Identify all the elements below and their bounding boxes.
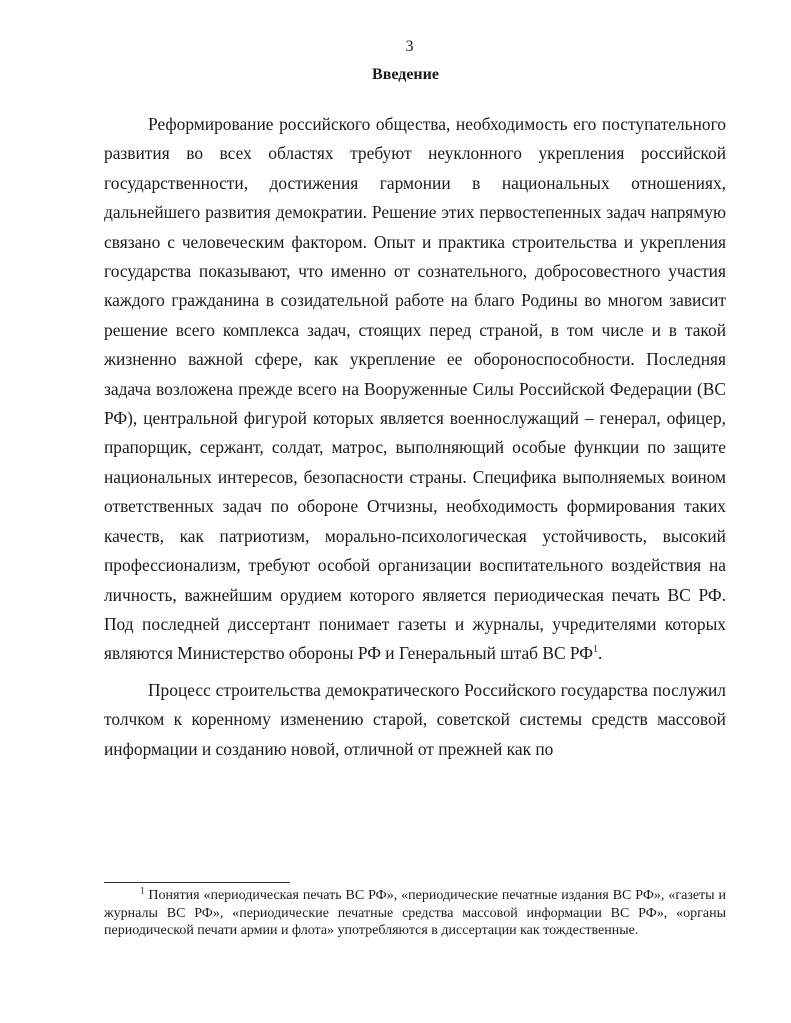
footnote-marker: 1 — [140, 885, 145, 896]
paragraph-ending: . — [598, 643, 603, 664]
footnote-reference: 1 — [593, 644, 599, 656]
footnote-separator — [104, 882, 290, 883]
paragraph-text: Реформирование российского общества, необходимость его поступательного развития во всех областях требуют неуклонного укрепления российской государственности, достижения гармонии в национальных отношениях, дальнейшего развития демократии. Решение этих первостепенных задач напрямую связано с человеческим фактором. Опыт и практика строительства и укрепления государства показывают, что именно от сознательного, добросовестного участия каждого гражданина в созидательной работе на благо Родины во многом зависит решение всего комплекса задач, стоящих перед страной, в том числе и в такой жизненно важной сфере, как укрепление ее обороноспособности. Последняя задача возложена прежде всего на Вооруженные Силы Российской Федерации (ВС РФ), центральной фигурой которых является военнослужащий – генерал, офицер, прапорщик, сержант, солдат, матрос, выполняющий особые функции по защите национальных интересов, безопасности страны. Специфика выполняемых воином ответственных задач по обороне Отчизны, необходимость формирования таких качеств, как патриотизм, морально-психологическая устойчивость, высокий профессионализм, требуют особой организации воспитательного воздействия на личность, важнейшим орудием которого является периодическая печать ВС РФ. Под последней диссертант понимает газеты и журналы, учредителями которых являются Министерство обороны РФ и Генеральный штаб ВС РФ — [104, 114, 726, 664]
paragraph-text: Процесс строительства демократического Российского государства послужил толчком к коренному изменению старой, советской системы средств массовой информации и созданию новой, отличной от прежней как по — [104, 679, 726, 759]
document-body — [104, 110, 726, 764]
paragraph — [104, 676, 726, 764]
section-title: Введение — [372, 66, 439, 83]
paragraph — [104, 110, 726, 669]
page-number: 3 — [405, 38, 414, 55]
footnote-text: Понятия «периодическая печать ВС РФ», «периодические печатные издания ВС РФ», «газеты и журналы ВС РФ», «периодические печатные средства массовой информации ВС РФ», «органы периодической печати армии и флота» употребляются в диссертации как тождественные. — [104, 888, 726, 938]
footnote — [104, 887, 726, 940]
